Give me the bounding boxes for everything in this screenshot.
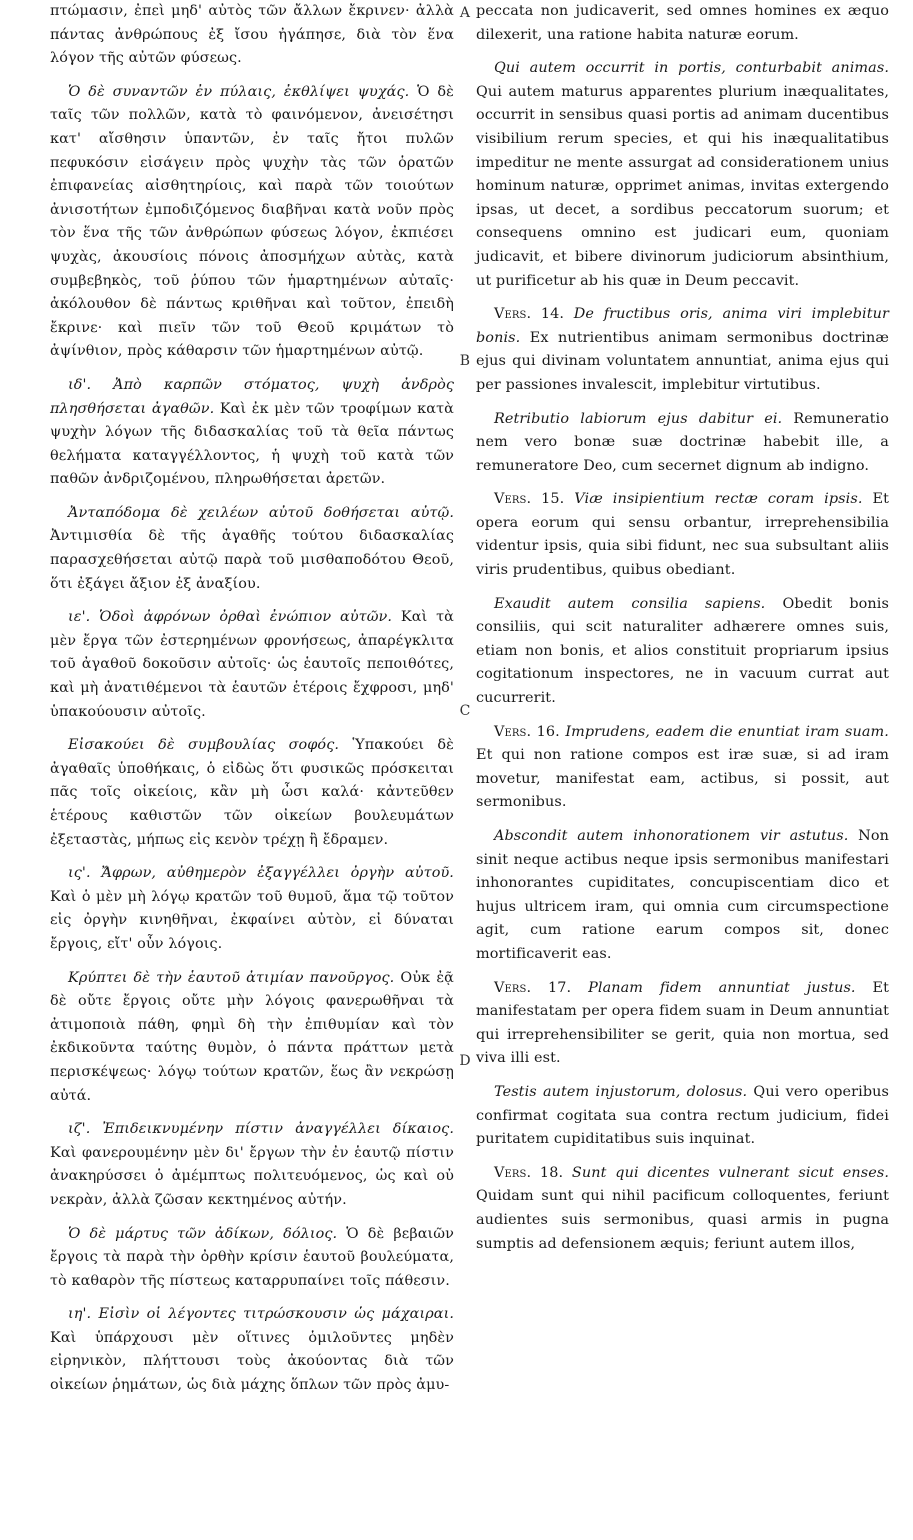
greek-paragraph-6: [50, 734, 454, 852]
margin-marker-d: D: [459, 1053, 471, 1069]
greek-lemma: ιε'. Ὁδοὶ ἀφρόνων ὀρθαὶ ἐνώπιον αὐτῶν.: [68, 609, 393, 626]
margin-marker-c: C: [459, 703, 471, 719]
verse-number: Vers. 16.: [494, 723, 560, 740]
greek-paragraph-11: [50, 1303, 454, 1397]
greek-text: Ὁ δὲ βεβαιῶν ἔργοις τὰ παρὰ τὴν ὀρθὴν κρίσιν ἑαυτοῦ βουλεύματα, τὸ καθαρὸν τῆς πίστεως καταρρυπαίνει τοῖς πάθεσιν.: [50, 1225, 454, 1289]
latin-lemma: Sunt qui dicentes vulnerant sicut enses.: [571, 1164, 889, 1181]
greek-text: Ὁ δὲ ταῖς τῶν πολλῶν, κατὰ τὸ φαινόμενον, ἀνεισέτησι κατ' αἴσθησιν ὑπαντῶν, ἐν ταῖς ἤτοι πυλῶν πεφυκόσιν εἰσάγειν πρὸς ψυχὴν τὰς τῶν ὁρατῶν ἐπιφανείας αἰσθητηρίοις, καὶ παρὰ τῶν τοιούτων ἀνισοτήτων ἐμποδιζόμενος διαβῆναι κατὰ νοῦν πρὸς τὸν ἕνα τῆς τῶν ἀνθρώπων φύσεως λόγον, ἐκπιέσει ψυχὰς, ἀκουσίοις πόνοις ἀποσμήχων αὐτὰς, κατὰ συμβεβηκὸς, τοῦ ῥύπου τῶν ἡμαρτημένων αὐταῖς· ἀκόλουθον δὲ πάντως κριθῆναι καὶ τοῦτον, ἐπειδὴ ἔκρινε· καὶ πιεῖν τῶν τοῦ Θεοῦ κριμάτων τὸ ἀψίνθιον, πρὸς κάθαρσιν τῶν ἡμαρτημένων αὐτῷ.: [50, 83, 455, 360]
latin-text: Et opera eorum qui sensu orbantur, irreprehensibilia videntur ipsis, quia sibi fidunt, nec sua subsultant aliis viris prudentibus, quibus obediant.: [476, 491, 889, 579]
verse-number: Vers. 18.: [494, 1164, 564, 1181]
latin-text: Ex nutrientibus animam sermonibus doctrinæ ejus qui divinam voluntatem annuntiat, anima ejus qui per passiones invalescit, implebitur virtutibus.: [476, 329, 889, 393]
latin-lemma: Planam fidem annuntiat justus.: [588, 979, 856, 996]
greek-text: Καὶ ὁ μὲν μὴ λόγῳ κρατῶν τοῦ θυμοῦ, ἅμα τῷ τοῦτον εἰς ὀργὴν κινηθῆναι, ἐκφαίνει αὐτὸν, εἰ δύναται ἔργοις, εἴτ' οὖν λόγοις.: [50, 888, 454, 952]
latin-paragraph-7: [476, 721, 889, 815]
latin-text: Qui autem maturus apparentes plurium inæqualitates, occurrit in sensibus quasi portis ad animam ducentibus visibilium rerum species, et qui his inæqualitatibus impeditur ne mente assurgat ad considerationem unius hominum naturæ, opprimet animas, invitas extergendo ipsas, ut decet, a sordibus peccatorum suorum; et consequens omnino est judicari eum, quoniam judicavit, et bibere divinorum judiciorum absinthium, ut purificetur ab his quæ in Deum peccavit.: [476, 83, 889, 289]
latin-paragraph-11: [476, 1162, 889, 1256]
greek-paragraph-8: [50, 967, 454, 1109]
latin-lemma: Retributio labiorum ejus dabitur ei.: [494, 410, 783, 427]
latin-lemma: Exaudit autem consilia sapiens.: [494, 595, 766, 612]
latin-paragraph-3: [476, 303, 889, 397]
latin-lemma: De fructibus oris, anima viri implebitur bonis.: [476, 306, 889, 346]
latin-text: Non sinit neque actibus neque ipsis sermonibus manifestari inhonorantes cupiditates, concupiscentiam dico et hujus ultricem iram, qui omnia cum circumspectione agit, cum ratione earum compos sit, donec mortificaverit eas.: [476, 828, 890, 962]
greek-text: Καὶ ἐκ μὲν τῶν τροφίμων κατὰ ψυχὴν λόγων τῆς διδασκαλίας τοῦ τὰ θεῖα πάντως θελήματα καταγγέλλοντος, ἡ ψυχὴ τοῦ κατὰ τῶν παθῶν ἀνδριζομένου, πληρωθήσεται ἀρετῶν.: [50, 400, 454, 488]
latin-lemma: Viæ insipientium rectæ coram ipsis.: [574, 491, 863, 508]
greek-lemma: Εἰσακούει δὲ συμβουλίας σοφός.: [68, 737, 340, 754]
greek-paragraph-1: [50, 0, 454, 71]
greek-text: Οὐκ ἐᾷ δὲ οὔτε ἔργοις οὔτε μὴν λόγοις φανερωθῆναι τὰ ἀτιμοποιὰ πάθη, φημὶ δὴ τὴν ἐπιθυμίαν καὶ τὸν ἐκδικοῦντα ταύτης θυμὸν, ὁ πάντα πράττων μετὰ περισκέψεως· λόγῳ τούτων κρατῶν, ἕως ἂν νεκρώσῃ αὐτά.: [50, 969, 454, 1104]
latin-text: Remuneratio nem vero bonæ suæ doctrinæ habebit ille, a remuneratore Deo, cum secernet dignum ab indigno.: [476, 410, 889, 474]
greek-text: πτώμασιν, ἐπεὶ μηδ' αὐτὸς τῶν ἄλλων ἔκρινεν· ἀλλὰ πάντας ἀνθρώπους ἐξ ἴσου ἠγάπησε, διὰ τὸν ἕνα λόγον τῆς αὐτῶν φύσεως.: [50, 3, 454, 67]
verse-number: Vers. 15.: [494, 491, 565, 508]
greek-paragraph-3: [50, 374, 454, 492]
latin-paragraph-8: [476, 825, 889, 967]
latin-text: Et manifestatam per opera fidem suam in Deum annuntiat qui irreprehensibiliter se gerit, quia non mortua, sed viva illi est.: [476, 979, 889, 1067]
latin-lemma: Qui autem occurrit in portis, conturbabit animas.: [494, 60, 889, 77]
greek-text: Ἀντιμισθία δὲ τῆς ἀγαθῆς τούτου διδασκαλίας παρασχεθήσεται αὐτῷ παρὰ τοῦ μισθαποδότου Θεοῦ, ὅτι ἐξάγει ἄξιον ἐξ ἀναξίου.: [50, 528, 454, 592]
verse-number: Vers. 14.: [494, 306, 565, 323]
latin-paragraph-10: [476, 1081, 889, 1152]
latin-text: Qui vero operibus confirmat cogitata sua contra rectum judicium, fidei puritatem cupiditatibus suis inquinat.: [476, 1083, 889, 1148]
greek-text: Καὶ τὰ μὲν ἔργα τῶν ἐστερημένων φρονήσεως, ἀπαρέγκλιτα τοῦ ἀγαθοῦ δοκοῦσιν αὐτοῖς· ὡς ἑαυτοῖς πεποιθότες, καὶ μὴ ἀνατιθέμενοι τὰ ἑαυτῶν ἑτέροις ἔχφροσι, μηδ' ὑπακούουσιν αὐτοῖς.: [50, 609, 455, 720]
greek-paragraph-4: [50, 502, 454, 596]
latin-paragraph-4: [476, 408, 889, 479]
latin-paragraph-2: [476, 57, 889, 293]
greek-lemma: ιδ'. Ἀπὸ καρπῶν στόματος, ψυχὴ ἀνδρὸς πλησθήσεται ἀγαθῶν.: [50, 376, 454, 417]
latin-paragraph-9: [476, 977, 889, 1071]
latin-text: Quidam sunt qui nihil pacificum colloquentes, feriunt audientes suis sermonibus, quasi armis in pugna sumptis ad defensionem æquis; feriunt autem illos,: [476, 1188, 889, 1252]
greek-paragraph-7: [50, 862, 454, 956]
margin-marker-b: B: [459, 353, 471, 369]
greek-column: [50, 0, 454, 1398]
latin-text: Obedit bonis consiliis, qui scit naturaliter adhærere omnes suis, etiam non bonis, et alios constituit propriarum ipsius cogitationum inspectores, ne in vacuum currat aut cucurrerit.: [476, 595, 889, 707]
greek-paragraph-9: [50, 1118, 454, 1212]
latin-lemma: Imprudens, eadem die enuntiat iram suam.: [565, 723, 889, 740]
greek-text: Καὶ ὑπάρχουσι μὲν οἵτινες ὁμιλοῦντες μηδὲν εἰρηνικὸν, πλήττουσι τοὺς ἀκούοντας διὰ τῶν οἰκείων ῥημάτων, ὡς διὰ μάχης ὅπλων τῶν πρὸς ἀμυ-: [50, 1329, 454, 1394]
latin-lemma: Abscondit autem inhonorationem vir astutus.: [494, 828, 849, 844]
verse-number: Vers. 17.: [494, 979, 572, 996]
latin-paragraph-6: [476, 593, 889, 711]
greek-lemma: ις'. Ἄφρων, αὐθημερὸν ἐξαγγέλλει ὀργὴν αὐτοῦ.: [68, 865, 454, 882]
greek-text: Ὑπακούει δὲ ἀγαθαῖς ὑποθήκαις, ὁ εἰδὼς ὅτι φυσικῶς πρόσκειται πᾶς τοῖς οἰκείοις, κἂν μὴ ὦσι καλά· κἀντεῦθεν ἑτέρους καθιστῶν τῶν οἰκείων βουλευμάτων ἐξεταστὰς, μήπως εἰς κενὸν τρέχῃ ἢ ἔδραμεν.: [50, 737, 454, 848]
latin-lemma: Testis autem injustorum, dolosus.: [494, 1083, 748, 1100]
greek-lemma: ιη'. Εἰσὶν οἱ λέγοντες τιτρώσκουσιν ὡς μάχαιραι.: [68, 1306, 454, 1323]
greek-paragraph-2: [50, 81, 454, 364]
greek-paragraph-5: [50, 606, 454, 724]
greek-lemma: Κρύπτει δὲ τὴν ἑαυτοῦ ἀτιμίαν πανοῦργος.: [68, 969, 395, 986]
greek-lemma: Ἀνταπόδομα δὲ χειλέων αὐτοῦ δοθήσεται αὐτῷ.: [68, 504, 454, 521]
latin-text: peccata non judicaverit, sed omnes homines ex æquo dilexerit, una ratione habita naturæ eorum.: [476, 3, 889, 43]
greek-text: Καὶ φανερουμένην μὲν δι' ἔργων τὴν ἐν ἑαυτῷ πίστιν ἀνακηρύσσει ὁ ἀμέμπτως πολιτευόμενος, ὡς καὶ οὐ νεκρὰν, ἀλλὰ ζῶσαν κεκτημένος αὐτήν.: [50, 1144, 454, 1208]
greek-lemma: ιζ'. Ἐπιδεικνυμένην πίστιν ἀναγγέλλει δίκαιος.: [68, 1121, 454, 1138]
latin-paragraph-1: [476, 0, 889, 47]
latin-paragraph-5: [476, 488, 889, 582]
margin-marker-a: A: [459, 5, 471, 21]
greek-paragraph-10: [50, 1223, 454, 1294]
greek-lemma: Ὁ δὲ συναντῶν ἐν πύλαις, ἐκθλίψει ψυχάς.: [68, 83, 410, 100]
latin-column: [476, 0, 889, 1256]
latin-text: Et qui non ratione compos est iræ suæ, si ad iram movetur, manifestat eam, actibus, si possit, aut sermonibus.: [476, 747, 889, 811]
greek-lemma: Ὁ δὲ μάρτυς τῶν ἀδίκων, δόλιος.: [68, 1225, 338, 1242]
